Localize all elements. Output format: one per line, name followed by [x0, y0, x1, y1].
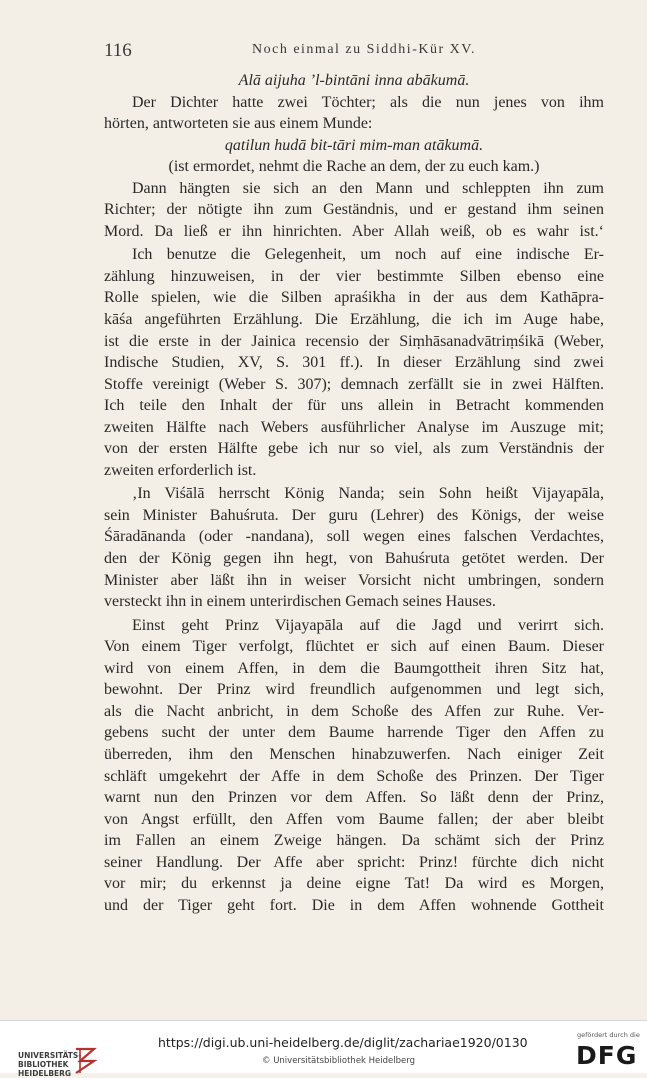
text-line: Śāradānanda (oder -nandana), soll wegen eines falschen Verdachtes,: [104, 528, 604, 546]
library-mark-icon: [72, 1047, 98, 1075]
text-line: als die Nacht anbricht, in dem Schoße des Affen zur Ruhe. Ver-: [104, 702, 604, 720]
text-line: qatilun hudā bit-tāri mim-man atākumā.: [224, 136, 484, 154]
text-line: seiner Handlung. Der Affe aber spricht: Prinz! fürchte dich nicht: [104, 853, 604, 871]
permalink-url[interactable]: https://digi.ub.uni-heidelberg.de/diglit/zachariae1920/0130: [158, 1035, 528, 1050]
text-line: hörten, antworteten sie aus einem Munde:: [104, 115, 373, 133]
text-line: ‚In Viśālā herrscht König Nanda; sein Sohn heißt Vijayapāla,: [132, 485, 604, 503]
text-line: zählung hinzuweisen, in der vier bestimmte Silben ebenso eine: [104, 267, 604, 285]
text-line: Von einem Tiger verfolgt, flüchtet er sich auf einen Baum. Dieser: [104, 638, 604, 656]
text-line: Indische Studien, XV, S. 301 ff.). In dieser Erzählung sind zwei: [104, 354, 604, 372]
text-line: Einst geht Prinz Vijayapāla auf die Jagd und verirrt sich.: [132, 616, 604, 634]
text-line: kāśa angeführten Erzählung. Die Erzählung, die ich im Auge habe,: [104, 311, 604, 329]
text-line: Ich benutze die Gelegenheit, um noch auf eine indische Er-: [132, 246, 604, 264]
dfg-logo[interactable]: DFG: [576, 1041, 638, 1070]
text-line: warnt nun den Prinzen vor dem Affen. So läßt denn der Prinz,: [104, 789, 604, 807]
text-line: im Fallen an einem Zweige hängen. Da schämt sich der Prinz: [104, 832, 604, 850]
text-line: überreden, ihm den Menschen hinabzuwerfen. Nach einiger Zeit: [104, 745, 604, 763]
text-line: Der Dichter hatte zwei Töchter; als die nun jenes von ihm: [132, 93, 604, 111]
text-line: Mord. Da ließ er ihn hinrichten. Aber Allah weiß, ob es wahr ist.‘: [104, 222, 604, 240]
page-header: [104, 40, 604, 64]
text-line: Stoffe vereinigt (Weber S. 307); demnach zerfällt sie in zwei Hälften.: [104, 375, 604, 393]
text-line: Dann hängten sie sich an den Mann und schleppten ihn zum: [132, 179, 604, 197]
text-line: von der ersten Hälfte gebe ich nur so viel, als zum Verständnis der: [104, 440, 604, 458]
body-text: [104, 70, 604, 916]
text-line: bewohnt. Der Prinz wird freundlich aufgenommen und legt sich,: [104, 681, 604, 699]
text-line: Richter; der nötigte ihn zum Geständnis, und er gestand ihm seinen: [104, 201, 604, 219]
text-line: vor mir; du erkennst ja deine eigne Tat! Da wird es Morgen,: [104, 875, 604, 893]
running-head: Noch einmal zu Siddhi-Kür XV.: [252, 42, 477, 57]
text-line: zweiten erforderlich ist.: [104, 461, 257, 479]
library-name: UNIVERSITÄTS- BIBLIOTHEK HEIDELBERG: [18, 1051, 82, 1078]
text-line: Alā aijuha ’l-bintāni inna abākumā.: [238, 72, 470, 89]
text-line: und der Tiger geht fort. Die in dem Affen wohnende Gottheit: [104, 896, 604, 914]
text-line: schläft umgekehrt der Affe in dem Schoße des Prinzen. Der Tiger: [104, 767, 604, 785]
text-line: versteckt ihn in einem unterirdischen Gemach seines Hauses.: [104, 593, 496, 611]
text-line: wird von einem Affen, in dem die Baumgottheit ihren Sitz hat,: [104, 659, 604, 677]
text-line: Minister aber läßt ihn in weiser Vorsicht nicht umbringen, sondern: [104, 571, 604, 589]
text-line: Rolle spielen, wie die Silben apraśikha in der aus dem Kathāpra-: [104, 289, 604, 307]
text-line: von Angst erfüllt, den Affen vom Baume fallen; der aber bleibt: [104, 810, 604, 828]
text-line: den der König gegen ihn hegt, von Bahuśruta getötet werden. Der: [104, 550, 604, 568]
copyright-notice: © Universitätsbibliothek Heidelberg: [262, 1056, 416, 1066]
text-line: sein Minister Bahuśruta. Der guru (Lehrer) des Königs, der weise: [104, 506, 604, 524]
text-line: gebens sucht der unter dem Baume harrende Tiger den Affen zu: [104, 724, 604, 742]
text-line: ist die erste in der Jainica recensio der Siṃhāsanadvātriṃśikā (Weber,: [104, 332, 604, 350]
sponsor-label: gefördert durch die: [577, 1031, 640, 1039]
library-logo[interactable]: [8, 1035, 102, 1078]
page-number: 116: [104, 40, 132, 61]
text-line: Ich teile den Inhalt der für uns allein in Betracht kommenden: [104, 397, 604, 415]
text-line: zweiten Hälfte nach Webers ausführlicher Analyse im Auszuge mit;: [104, 418, 604, 436]
text-line: (ist ermordet, nehmt die Rache an dem, der zu euch kam.): [168, 158, 540, 176]
viewer-footer: [0, 1020, 647, 1078]
